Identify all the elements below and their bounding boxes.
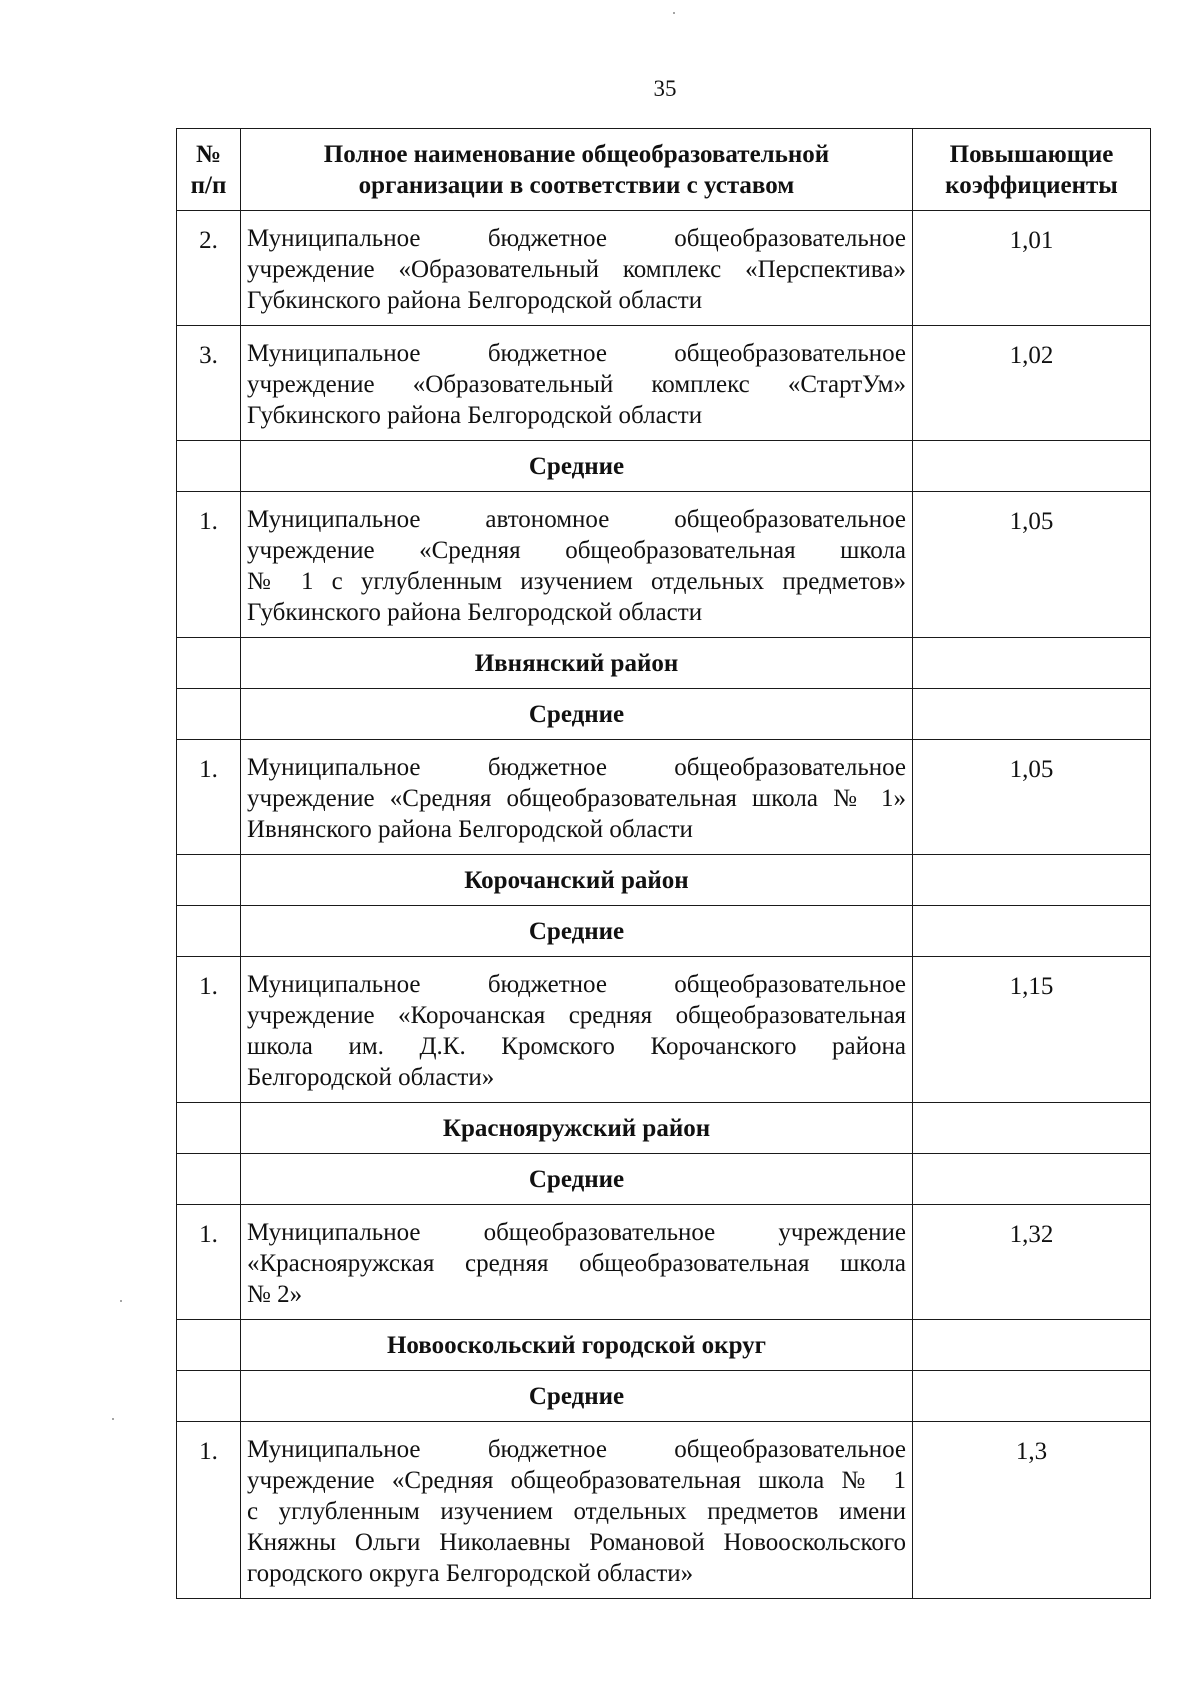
section-value-cell [913, 855, 1151, 906]
section-title: Средние [241, 1154, 913, 1205]
section-row [177, 1320, 1151, 1371]
section-number-cell [177, 441, 241, 492]
organization-name-line: Муниципальное бюджетное общеобразовательное [247, 225, 906, 252]
coefficient-value: 1,05 [913, 740, 1151, 855]
section-row [177, 906, 1151, 957]
organization-name-line: Белгородской области» [247, 1064, 495, 1091]
organization-name-line: Губкинского района Белгородской области [247, 287, 703, 314]
section-title: Ивнянский район [241, 638, 913, 689]
organization-name-line: с углубленным изучением отдельных предметов имени [247, 1498, 906, 1525]
organization-name-line: Ивнянского района Белгородской области [247, 816, 693, 843]
section-value-cell [913, 689, 1151, 740]
header-number-line2: п/п [190, 172, 227, 199]
section-row [177, 441, 1151, 492]
section-number-cell [177, 855, 241, 906]
section-value-cell [913, 441, 1151, 492]
organization-name-line: Муниципальное бюджетное общеобразовательное [247, 754, 906, 781]
table-row [177, 211, 1151, 326]
table-row [177, 1422, 1151, 1599]
organization-name-line: Княжны Ольги Николаевны Романовой Новооскольского [247, 1529, 906, 1556]
organization-name-line: учреждение «Средняя общеобразовательная школа № 1 [247, 1467, 906, 1494]
organization-name [241, 211, 913, 326]
header-name-line1: Полное наименование общеобразовательной [323, 141, 830, 168]
section-row [177, 1103, 1151, 1154]
page-number: 35 [653, 76, 677, 101]
organization-name-line: городского округа Белгородской области» [247, 1560, 694, 1587]
row-number: 1. [177, 492, 241, 638]
section-title: Средние [241, 689, 913, 740]
row-number: 2. [177, 211, 241, 326]
organization-name-line: Губкинского района Белгородской области [247, 599, 703, 626]
organization-name-line: Муниципальное автономное общеобразовательное [247, 506, 906, 533]
section-value-cell [913, 1103, 1151, 1154]
header-coef-line2: коэффициенты [945, 172, 1118, 199]
section-value-cell [913, 1154, 1151, 1205]
section-title: Средние [241, 1371, 913, 1422]
organization-name-line: школа им. Д.К. Кромского Корочанского района [247, 1033, 906, 1060]
coefficient-value: 1,15 [913, 957, 1151, 1103]
section-number-cell [177, 1320, 241, 1371]
coefficients-table [176, 128, 1151, 1599]
organization-name [241, 326, 913, 441]
section-number-cell [177, 638, 241, 689]
section-number-cell [177, 1154, 241, 1205]
coefficient-value: 1,32 [913, 1205, 1151, 1320]
organization-name-line: № 2» [247, 1281, 303, 1308]
section-row [177, 855, 1151, 906]
organization-name [241, 492, 913, 638]
table-header-row [177, 129, 1151, 211]
organization-name-line: «Краснояружская средняя общеобразовательная школа [247, 1250, 906, 1277]
organization-name [241, 1422, 913, 1599]
organization-name-line: Муниципальное общеобразовательное учреждение [247, 1219, 906, 1246]
section-row [177, 1154, 1151, 1205]
section-value-cell [913, 1371, 1151, 1422]
organization-name-line: Муниципальное бюджетное общеобразовательное [247, 1436, 906, 1463]
organization-name-line: учреждение «Образовательный комплекс «Перспектива» [247, 256, 906, 283]
organization-name-line: учреждение «Средняя общеобразовательная школа [247, 537, 906, 564]
header-number [177, 129, 241, 211]
section-row [177, 689, 1151, 740]
header-number-line1: № [195, 141, 222, 168]
organization-name-line: учреждение «Образовательный комплекс «СтартУм» [247, 371, 906, 398]
section-value-cell [913, 906, 1151, 957]
section-title: Средние [241, 441, 913, 492]
organization-name-line: Губкинского района Белгородской области [247, 402, 703, 429]
scan-speck [112, 1418, 114, 1420]
section-number-cell [177, 689, 241, 740]
section-title: Средние [241, 906, 913, 957]
organization-name [241, 740, 913, 855]
organization-name-line: Муниципальное бюджетное общеобразовательное [247, 971, 906, 998]
scan-speck [120, 1300, 122, 1302]
organization-name-line: Муниципальное бюджетное общеобразовательное [247, 340, 906, 367]
section-row [177, 1371, 1151, 1422]
header-coef-line1: Повышающие [949, 141, 1114, 168]
table-row [177, 1205, 1151, 1320]
section-title: Краснояружский район [241, 1103, 913, 1154]
section-title: Корочанский район [241, 855, 913, 906]
coefficient-value: 1,3 [913, 1422, 1151, 1599]
organization-name [241, 1205, 913, 1320]
organization-name-line: учреждение «Корочанская средняя общеобразовательная [247, 1002, 906, 1029]
section-number-cell [177, 1103, 241, 1154]
coefficient-value: 1,02 [913, 326, 1151, 441]
section-number-cell [177, 906, 241, 957]
header-name-line2: организации в соответствии с уставом [358, 172, 795, 199]
section-value-cell [913, 1320, 1151, 1371]
table-row [177, 326, 1151, 441]
section-row [177, 638, 1151, 689]
header-name [241, 129, 913, 211]
section-value-cell [913, 638, 1151, 689]
section-number-cell [177, 1371, 241, 1422]
table-row [177, 492, 1151, 638]
coefficient-value: 1,01 [913, 211, 1151, 326]
organization-name-line: № 1 с углубленным изучением отдельных предметов» [247, 568, 906, 595]
header-coefficient [913, 129, 1151, 211]
row-number: 1. [177, 1205, 241, 1320]
scan-speck [673, 12, 675, 14]
row-number: 1. [177, 1422, 241, 1599]
section-title: Новооскольский городской округ [241, 1320, 913, 1371]
table-row [177, 740, 1151, 855]
coefficient-value: 1,05 [913, 492, 1151, 638]
row-number: 1. [177, 957, 241, 1103]
row-number: 3. [177, 326, 241, 441]
table-body [177, 211, 1151, 1599]
organization-name-line: учреждение «Средняя общеобразовательная школа № 1» [247, 785, 906, 812]
table-row [177, 957, 1151, 1103]
row-number: 1. [177, 740, 241, 855]
organization-name [241, 957, 913, 1103]
